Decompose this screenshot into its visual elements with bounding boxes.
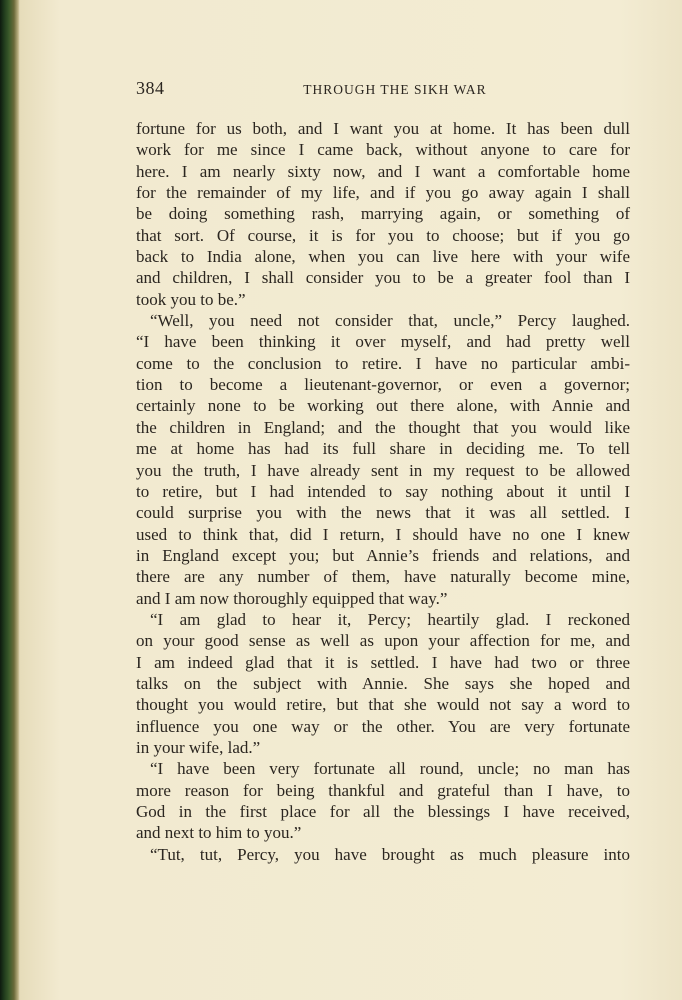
text-line: back to India alone, when you can live here with your wife [136, 247, 630, 267]
text-line: “I have been very fortunate all round, uncle; no man has [150, 759, 630, 779]
page-header [136, 78, 630, 102]
text-line: I am indeed glad that it is settled. I have had two or three [136, 652, 630, 672]
text-line: on your good sense as well as upon your affection for me, and [136, 631, 630, 651]
text-line: God in the first place for all the blessings I have received, [136, 802, 630, 821]
text-line: come to the conclusion to retire. I have no particular ambi- [136, 353, 630, 373]
text-line: could surprise you with the news that it was all settled. I [136, 503, 630, 523]
text-line: and next to him to you.” [136, 823, 302, 843]
text-line: here. I am nearly sixty now, and I want a comfortable home [136, 161, 630, 181]
running-head: THROUGH THE SIKH WAR [303, 82, 487, 97]
text-line: “Tut, tut, Percy, you have brought as much pleasure into [150, 844, 630, 864]
text-line: to retire, but I had intended to say nothing about it until I [136, 481, 630, 501]
text-line: used to think that, did I return, I should have no one I knew [136, 524, 630, 544]
text-line: fortune for us both, and I want you at home. It has been dull [136, 119, 630, 138]
text-line: took you to be.” [136, 289, 246, 309]
text-line: thought you would retire, but that she would not say a word to [136, 695, 630, 715]
text-line: that sort. Of course, it is for you to choose; but if you go [136, 225, 630, 245]
text-line: be doing something rash, marrying again, or something of [136, 204, 630, 224]
body-text [136, 118, 630, 865]
book-binding-edge [0, 0, 20, 1000]
text-line: tion to become a lieutenant-governor, or even a governor; [136, 375, 630, 395]
text-line: and I am now thoroughly equipped that way.” [136, 588, 448, 608]
text-line: influence you one way or the other. You are very fortunate [136, 716, 630, 736]
text-line: me at home has had its full share in deciding me. To tell [136, 439, 630, 459]
text-line: “I am glad to hear it, Percy; heartily glad. I reckoned [150, 609, 630, 629]
text-line: talks on the subject with Annie. She says she hoped and [136, 673, 630, 693]
text-line: certainly none to be working out there alone, with Annie and [136, 396, 630, 416]
text-line: for the remainder of my life, and if you go away again I shall [136, 183, 630, 203]
text-line: more reason for being thankful and grateful than I have, to [136, 780, 630, 800]
text-line: in your wife, lad.” [136, 737, 261, 757]
page-number: 384 [136, 78, 165, 98]
text-line: there are any number of them, have naturally become mine, [136, 567, 630, 587]
text-line: the children in England; and the thought that you would like [136, 417, 630, 437]
text-line: “Well, you need not consider that, uncle,” Percy laughed. [150, 311, 630, 331]
text-line: and children, I shall consider you to be a greater fool than I [136, 268, 630, 288]
text-line: in England except you; but Annie’s friends and relations, and [136, 545, 630, 565]
text-line: work for me since I came back, without anyone to care for [136, 140, 630, 160]
text-line: “I have been thinking it over myself, and had pretty well [136, 332, 630, 352]
text-line: you the truth, I have already sent in my request to be allowed [136, 460, 630, 480]
